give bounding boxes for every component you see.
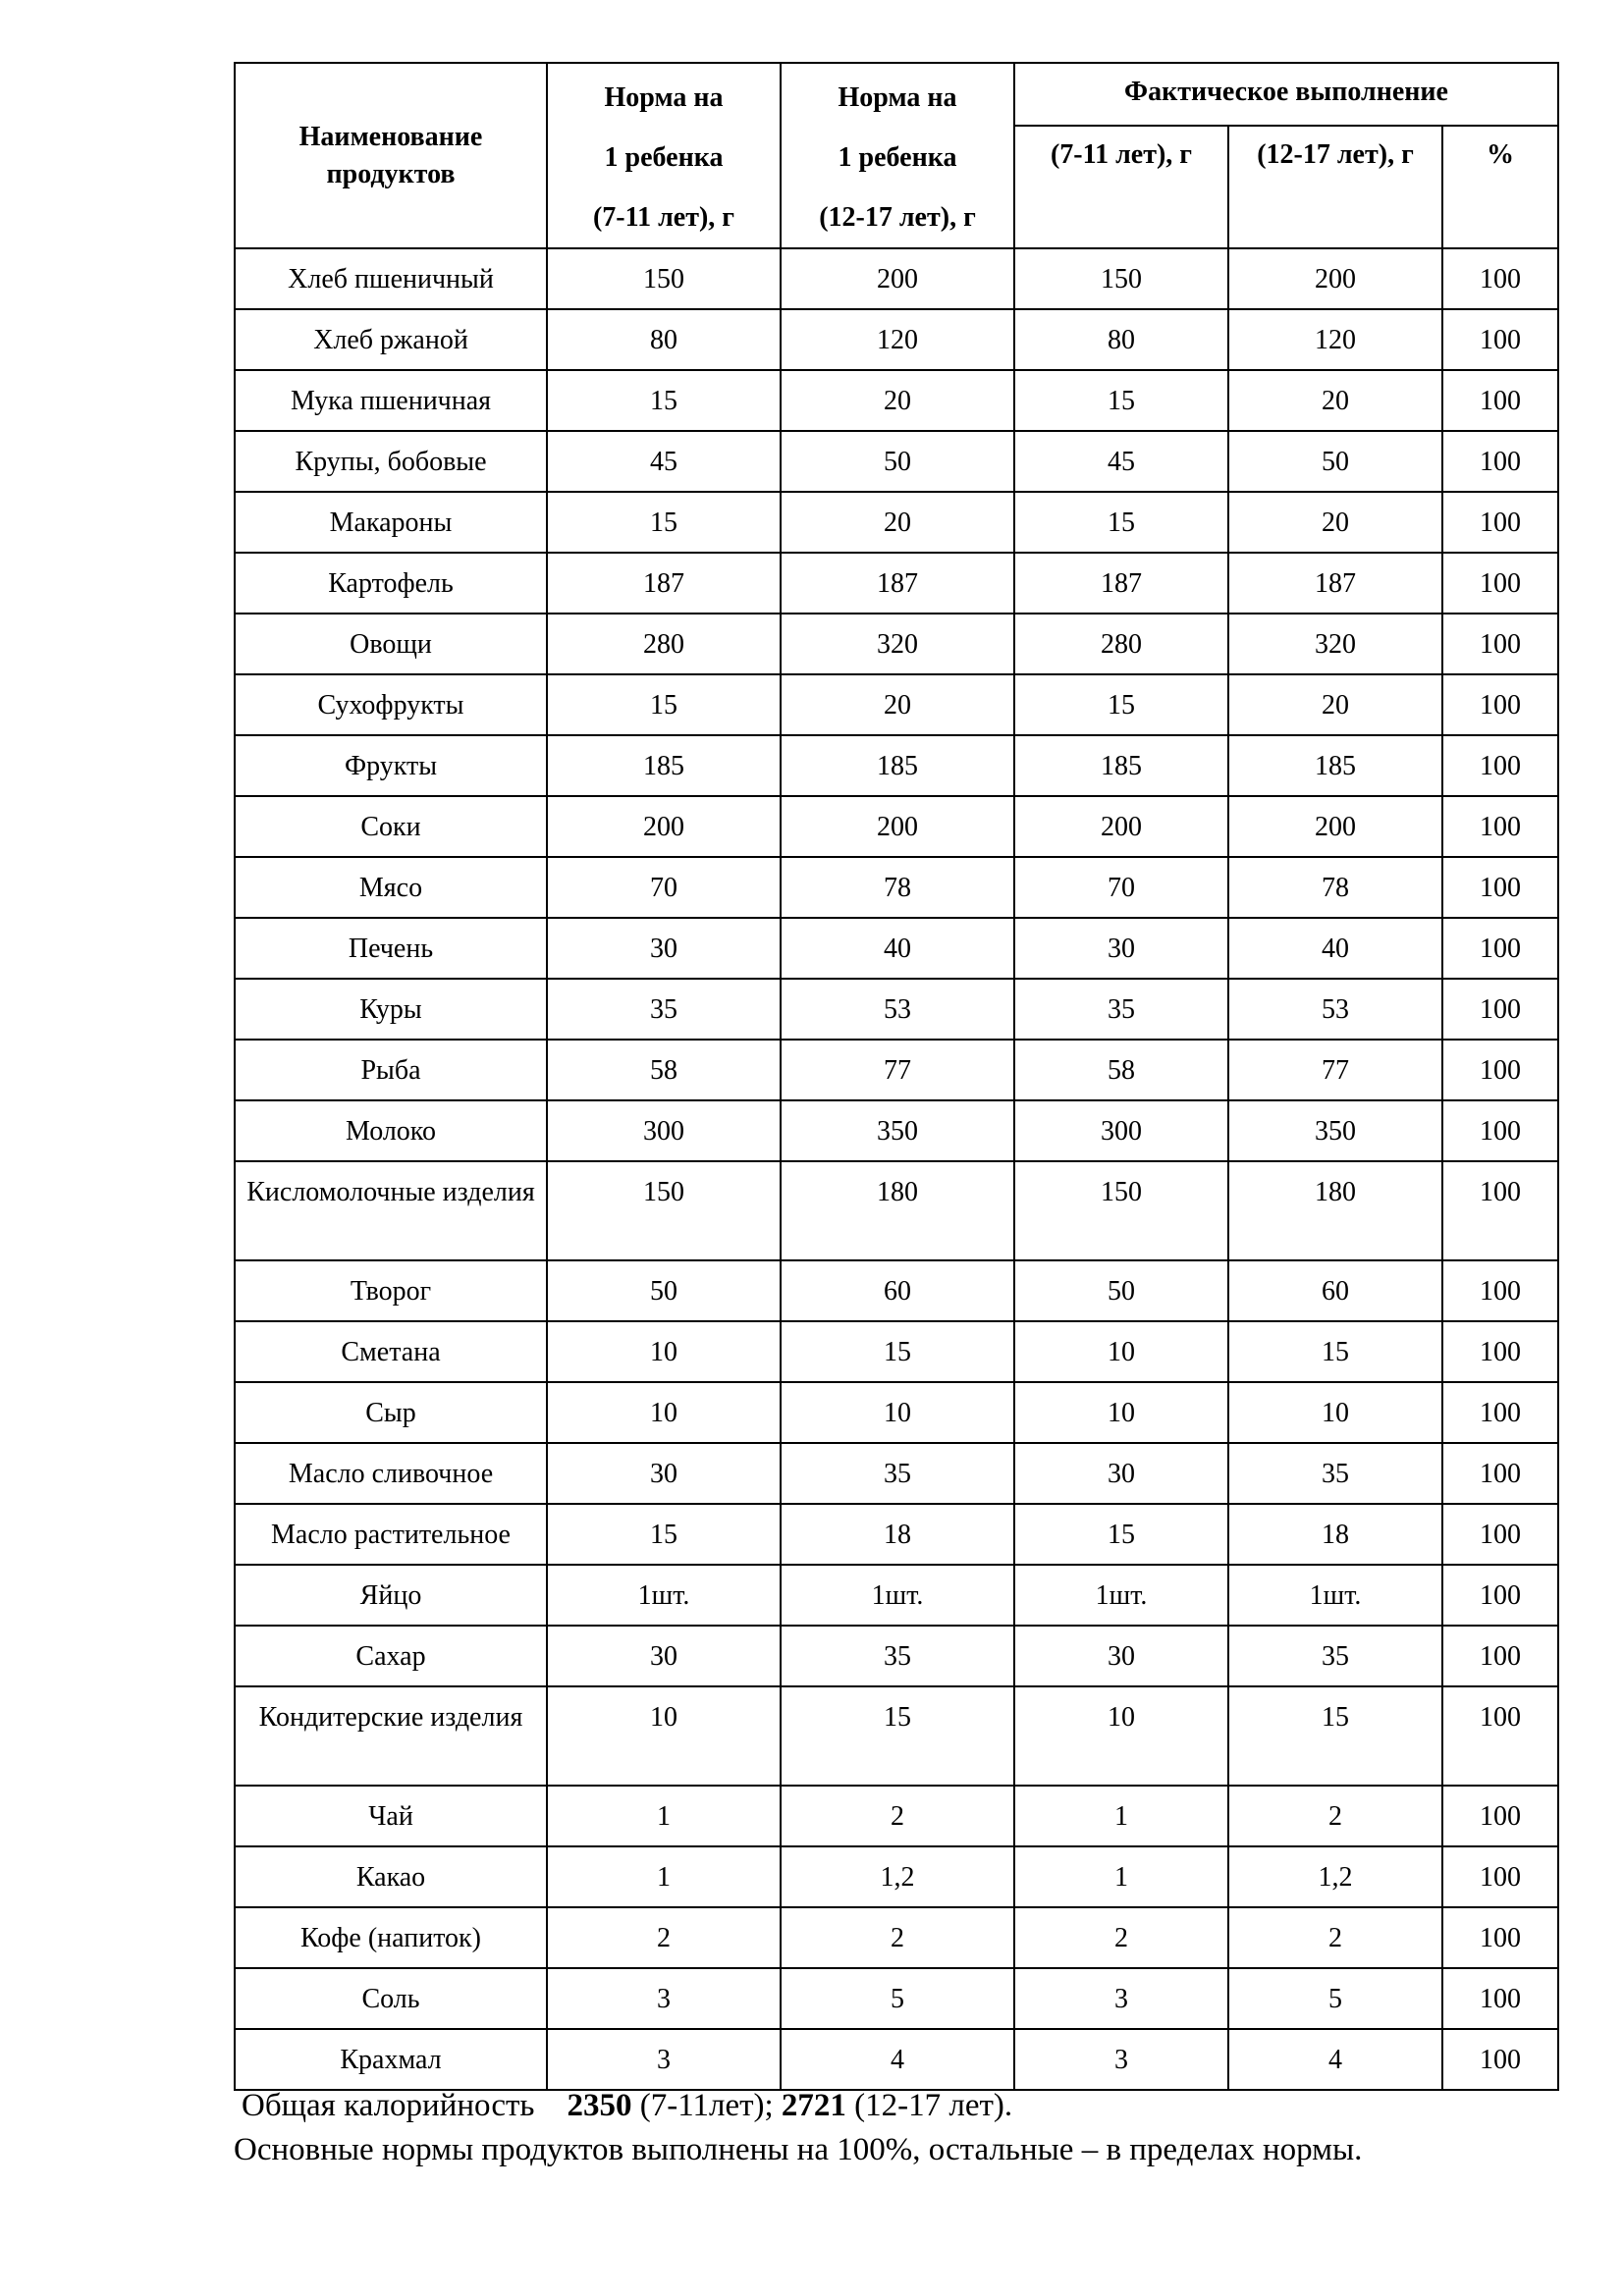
table-body xyxy=(235,248,1558,2090)
table-row xyxy=(235,2029,1558,2090)
cell-norm-12-17: 180 xyxy=(781,1161,1014,1260)
cell-actual-7-11: 1 xyxy=(1014,1846,1228,1907)
cell-actual-7-11: 45 xyxy=(1014,431,1228,492)
cell-product-name: Крупы, бобовые xyxy=(235,431,547,492)
cell-actual-12-17: 50 xyxy=(1228,431,1442,492)
cell-percent: 100 xyxy=(1442,1907,1558,1968)
cell-product-name: Кондитерские изделия xyxy=(235,1686,547,1786)
table-row xyxy=(235,1968,1558,2029)
cell-percent: 100 xyxy=(1442,1968,1558,2029)
cell-product-name: Соки xyxy=(235,796,547,857)
cell-actual-7-11: 1 xyxy=(1014,1786,1228,1846)
table-row xyxy=(235,309,1558,370)
table-row xyxy=(235,979,1558,1040)
cell-norm-12-17: 15 xyxy=(781,1686,1014,1786)
cell-norm-7-11: 280 xyxy=(547,614,781,674)
table-row xyxy=(235,1504,1558,1565)
cell-product-name: Масло растительное xyxy=(235,1504,547,1565)
cell-actual-7-11: 30 xyxy=(1014,1626,1228,1686)
table-row xyxy=(235,1846,1558,1907)
cell-norm-7-11: 30 xyxy=(547,1626,781,1686)
header-percent: % xyxy=(1442,126,1558,248)
cell-percent: 100 xyxy=(1442,492,1558,553)
cell-actual-12-17: 15 xyxy=(1228,1321,1442,1382)
cell-actual-7-11: 50 xyxy=(1014,1260,1228,1321)
cell-actual-7-11: 2 xyxy=(1014,1907,1228,1968)
cell-percent: 100 xyxy=(1442,1626,1558,1686)
cell-norm-7-11: 150 xyxy=(547,1161,781,1260)
cell-percent: 100 xyxy=(1442,1846,1558,1907)
cell-norm-12-17: 20 xyxy=(781,370,1014,431)
header-row-top xyxy=(235,63,1558,126)
cell-actual-12-17: 4 xyxy=(1228,2029,1442,2090)
cell-actual-7-11: 300 xyxy=(1014,1100,1228,1161)
cell-actual-7-11: 10 xyxy=(1014,1686,1228,1786)
cell-norm-7-11: 80 xyxy=(547,309,781,370)
cell-product-name: Мясо xyxy=(235,857,547,918)
cell-actual-7-11: 185 xyxy=(1014,735,1228,796)
table-row xyxy=(235,370,1558,431)
cell-norm-12-17: 78 xyxy=(781,857,1014,918)
table-row xyxy=(235,857,1558,918)
cell-actual-12-17: 120 xyxy=(1228,309,1442,370)
cell-actual-12-17: 2 xyxy=(1228,1786,1442,1846)
cell-actual-12-17: 180 xyxy=(1228,1161,1442,1260)
cell-actual-7-11: 70 xyxy=(1014,857,1228,918)
cell-percent: 100 xyxy=(1442,309,1558,370)
cell-norm-12-17: 350 xyxy=(781,1100,1014,1161)
cell-actual-12-17: 40 xyxy=(1228,918,1442,979)
cell-norm-12-17: 18 xyxy=(781,1504,1014,1565)
food-norms-table xyxy=(234,62,1559,2091)
cell-product-name: Сметана xyxy=(235,1321,547,1382)
cell-actual-12-17: 35 xyxy=(1228,1443,1442,1504)
table-row xyxy=(235,1786,1558,1846)
cell-product-name: Творог xyxy=(235,1260,547,1321)
cell-product-name: Какао xyxy=(235,1846,547,1907)
cell-product-name: Крахмал xyxy=(235,2029,547,2090)
cell-percent: 100 xyxy=(1442,1100,1558,1161)
header-norm-12-17-line-1: Норма на xyxy=(838,82,957,113)
table-row xyxy=(235,1161,1558,1260)
cell-actual-12-17: 2 xyxy=(1228,1907,1442,1968)
cell-product-name: Чай xyxy=(235,1786,547,1846)
norms-note: Основные нормы продуктов выполнены на 100%, остальные – в пределах нормы. xyxy=(234,2132,1363,2167)
cell-actual-12-17: 320 xyxy=(1228,614,1442,674)
cell-percent: 100 xyxy=(1442,431,1558,492)
cell-actual-12-17: 60 xyxy=(1228,1260,1442,1321)
cell-actual-7-11: 30 xyxy=(1014,918,1228,979)
cell-norm-12-17: 5 xyxy=(781,1968,1014,2029)
cell-product-name: Соль xyxy=(235,1968,547,2029)
cell-product-name: Масло сливочное xyxy=(235,1443,547,1504)
cell-product-name: Молоко xyxy=(235,1100,547,1161)
cell-actual-7-11: 10 xyxy=(1014,1321,1228,1382)
table-row xyxy=(235,1040,1558,1100)
cell-percent: 100 xyxy=(1442,370,1558,431)
cell-actual-12-17: 5 xyxy=(1228,1968,1442,2029)
table-row xyxy=(235,735,1558,796)
cell-product-name: Яйцо xyxy=(235,1565,547,1626)
cell-actual-12-17: 1,2 xyxy=(1228,1846,1442,1907)
table-row xyxy=(235,614,1558,674)
cell-norm-12-17: 20 xyxy=(781,674,1014,735)
header-norm-7-11-line-2: 1 ребенка xyxy=(604,142,724,173)
cell-norm-7-11: 1 xyxy=(547,1846,781,1907)
cell-actual-12-17: 200 xyxy=(1228,796,1442,857)
cell-norm-7-11: 1 xyxy=(547,1786,781,1846)
cell-norm-7-11: 15 xyxy=(547,370,781,431)
table-row xyxy=(235,553,1558,614)
table-row xyxy=(235,674,1558,735)
cell-norm-7-11: 187 xyxy=(547,553,781,614)
cell-norm-12-17: 185 xyxy=(781,735,1014,796)
cell-product-name: Сыр xyxy=(235,1382,547,1443)
cell-actual-7-11: 10 xyxy=(1014,1382,1228,1443)
cell-actual-7-11: 15 xyxy=(1014,674,1228,735)
cell-norm-12-17: 200 xyxy=(781,796,1014,857)
cell-actual-12-17: 200 xyxy=(1228,248,1442,309)
cell-percent: 100 xyxy=(1442,918,1558,979)
header-norm-7-11-line-1: Норма на xyxy=(604,82,724,113)
cell-actual-12-17: 78 xyxy=(1228,857,1442,918)
cell-norm-12-17: 77 xyxy=(781,1040,1014,1100)
header-product-name: Наименование продуктов xyxy=(235,63,547,248)
cell-actual-12-17: 15 xyxy=(1228,1686,1442,1786)
cell-actual-12-17: 20 xyxy=(1228,370,1442,431)
cell-actual-12-17: 20 xyxy=(1228,492,1442,553)
header-actual-7-11: (7-11 лет), г xyxy=(1014,126,1228,248)
cell-norm-7-11: 10 xyxy=(547,1686,781,1786)
cell-norm-12-17: 4 xyxy=(781,2029,1014,2090)
cell-norm-7-11: 3 xyxy=(547,2029,781,2090)
cell-norm-7-11: 30 xyxy=(547,1443,781,1504)
header-norm-12-17-line-2: 1 ребенка xyxy=(838,142,957,173)
cell-percent: 100 xyxy=(1442,2029,1558,2090)
cell-norm-7-11: 15 xyxy=(547,1504,781,1565)
cell-actual-12-17: 18 xyxy=(1228,1504,1442,1565)
cell-norm-12-17: 15 xyxy=(781,1321,1014,1382)
cell-norm-7-11: 185 xyxy=(547,735,781,796)
cell-norm-7-11: 1шт. xyxy=(547,1565,781,1626)
header-actual-12-17: (12-17 лет), г xyxy=(1228,126,1442,248)
cell-percent: 100 xyxy=(1442,1443,1558,1504)
cell-actual-7-11: 150 xyxy=(1014,248,1228,309)
cell-actual-7-11: 3 xyxy=(1014,1968,1228,2029)
cell-actual-7-11: 15 xyxy=(1014,492,1228,553)
cell-norm-7-11: 70 xyxy=(547,857,781,918)
table-row xyxy=(235,1565,1558,1626)
table-row xyxy=(235,796,1558,857)
header-actual: Фактическое выполнение xyxy=(1014,63,1558,126)
cell-actual-7-11: 150 xyxy=(1014,1161,1228,1260)
cell-percent: 100 xyxy=(1442,979,1558,1040)
cell-actual-12-17: 185 xyxy=(1228,735,1442,796)
header-norm-12-17-line-3: (12-17 лет), г xyxy=(819,202,976,233)
cell-norm-12-17: 53 xyxy=(781,979,1014,1040)
cell-norm-12-17: 200 xyxy=(781,248,1014,309)
cell-norm-12-17: 187 xyxy=(781,553,1014,614)
table-row xyxy=(235,492,1558,553)
cell-percent: 100 xyxy=(1442,674,1558,735)
cell-actual-12-17: 20 xyxy=(1228,674,1442,735)
cell-product-name: Картофель xyxy=(235,553,547,614)
cell-actual-12-17: 35 xyxy=(1228,1626,1442,1686)
cell-percent: 100 xyxy=(1442,1382,1558,1443)
cell-product-name: Овощи xyxy=(235,614,547,674)
cell-percent: 100 xyxy=(1442,614,1558,674)
cell-norm-7-11: 15 xyxy=(547,492,781,553)
cell-product-name: Хлеб пшеничный xyxy=(235,248,547,309)
cell-norm-7-11: 300 xyxy=(547,1100,781,1161)
cell-norm-7-11: 3 xyxy=(547,1968,781,2029)
cell-norm-7-11: 10 xyxy=(547,1382,781,1443)
cell-percent: 100 xyxy=(1442,1161,1558,1260)
cell-norm-12-17: 2 xyxy=(781,1907,1014,1968)
cell-norm-12-17: 40 xyxy=(781,918,1014,979)
header-norm-7-11 xyxy=(547,63,781,248)
table-row xyxy=(235,1626,1558,1686)
cell-norm-12-17: 50 xyxy=(781,431,1014,492)
cell-norm-7-11: 2 xyxy=(547,1907,781,1968)
cell-norm-7-11: 30 xyxy=(547,918,781,979)
cell-percent: 100 xyxy=(1442,1321,1558,1382)
cell-actual-12-17: 10 xyxy=(1228,1382,1442,1443)
cell-product-name: Рыба xyxy=(235,1040,547,1100)
cell-percent: 100 xyxy=(1442,1040,1558,1100)
cell-norm-7-11: 15 xyxy=(547,674,781,735)
cell-percent: 100 xyxy=(1442,1565,1558,1626)
cell-percent: 100 xyxy=(1442,857,1558,918)
calorie-group-12-17: (12-17 лет). xyxy=(845,2088,1013,2123)
cell-actual-7-11: 280 xyxy=(1014,614,1228,674)
cell-percent: 100 xyxy=(1442,1504,1558,1565)
cell-norm-12-17: 320 xyxy=(781,614,1014,674)
calorie-summary xyxy=(234,2086,1577,2125)
cell-actual-12-17: 53 xyxy=(1228,979,1442,1040)
cell-actual-7-11: 30 xyxy=(1014,1443,1228,1504)
cell-norm-7-11: 200 xyxy=(547,796,781,857)
cell-norm-12-17: 20 xyxy=(781,492,1014,553)
cell-actual-12-17: 1шт. xyxy=(1228,1565,1442,1626)
header-norm-12-17 xyxy=(781,63,1014,248)
table-row xyxy=(235,1907,1558,1968)
cell-norm-12-17: 120 xyxy=(781,309,1014,370)
table-row xyxy=(235,1260,1558,1321)
cell-actual-7-11: 1шт. xyxy=(1014,1565,1228,1626)
cell-percent: 100 xyxy=(1442,1686,1558,1786)
cell-product-name: Сахар xyxy=(235,1626,547,1686)
table-row xyxy=(235,248,1558,309)
cell-norm-12-17: 60 xyxy=(781,1260,1014,1321)
cell-actual-7-11: 15 xyxy=(1014,1504,1228,1565)
calorie-value-12-17: 2721 xyxy=(781,2088,846,2123)
cell-product-name: Мука пшеничная xyxy=(235,370,547,431)
calorie-group-7-11: (7-11лет); xyxy=(631,2088,782,2123)
table-row xyxy=(235,1382,1558,1443)
table-row xyxy=(235,1686,1558,1786)
cell-norm-7-11: 50 xyxy=(547,1260,781,1321)
cell-actual-7-11: 15 xyxy=(1014,370,1228,431)
cell-product-name: Макароны xyxy=(235,492,547,553)
table-row xyxy=(235,1321,1558,1382)
cell-actual-7-11: 80 xyxy=(1014,309,1228,370)
cell-percent: 100 xyxy=(1442,1260,1558,1321)
cell-product-name: Печень xyxy=(235,918,547,979)
cell-product-name: Кисломолочные изделия xyxy=(235,1161,547,1260)
cell-actual-7-11: 35 xyxy=(1014,979,1228,1040)
cell-product-name: Фрукты xyxy=(235,735,547,796)
cell-actual-7-11: 58 xyxy=(1014,1040,1228,1100)
cell-product-name: Сухофрукты xyxy=(235,674,547,735)
cell-norm-12-17: 1шт. xyxy=(781,1565,1014,1626)
cell-product-name: Кофе (напиток) xyxy=(235,1907,547,1968)
calorie-value-7-11: 2350 xyxy=(567,2088,632,2123)
cell-actual-12-17: 77 xyxy=(1228,1040,1442,1100)
table-row xyxy=(235,1100,1558,1161)
cell-norm-12-17: 10 xyxy=(781,1382,1014,1443)
cell-actual-12-17: 350 xyxy=(1228,1100,1442,1161)
cell-norm-7-11: 45 xyxy=(547,431,781,492)
cell-norm-7-11: 35 xyxy=(547,979,781,1040)
table-row xyxy=(235,918,1558,979)
cell-percent: 100 xyxy=(1442,553,1558,614)
cell-product-name: Куры xyxy=(235,979,547,1040)
header-norm-7-11-line-3: (7-11 лет), г xyxy=(592,202,735,233)
cell-actual-12-17: 187 xyxy=(1228,553,1442,614)
cell-product-name: Хлеб ржаной xyxy=(235,309,547,370)
cell-norm-12-17: 1,2 xyxy=(781,1846,1014,1907)
cell-norm-7-11: 58 xyxy=(547,1040,781,1100)
cell-actual-7-11: 3 xyxy=(1014,2029,1228,2090)
calorie-label: Общая калорийность xyxy=(242,2088,535,2123)
cell-norm-12-17: 35 xyxy=(781,1626,1014,1686)
cell-actual-7-11: 200 xyxy=(1014,796,1228,857)
table-row xyxy=(235,431,1558,492)
cell-percent: 100 xyxy=(1442,735,1558,796)
cell-norm-12-17: 35 xyxy=(781,1443,1014,1504)
cell-percent: 100 xyxy=(1442,796,1558,857)
cell-norm-12-17: 2 xyxy=(781,1786,1014,1846)
cell-percent: 100 xyxy=(1442,248,1558,309)
cell-norm-7-11: 150 xyxy=(547,248,781,309)
cell-actual-7-11: 187 xyxy=(1014,553,1228,614)
cell-percent: 100 xyxy=(1442,1786,1558,1846)
cell-norm-7-11: 10 xyxy=(547,1321,781,1382)
table-row xyxy=(235,1443,1558,1504)
